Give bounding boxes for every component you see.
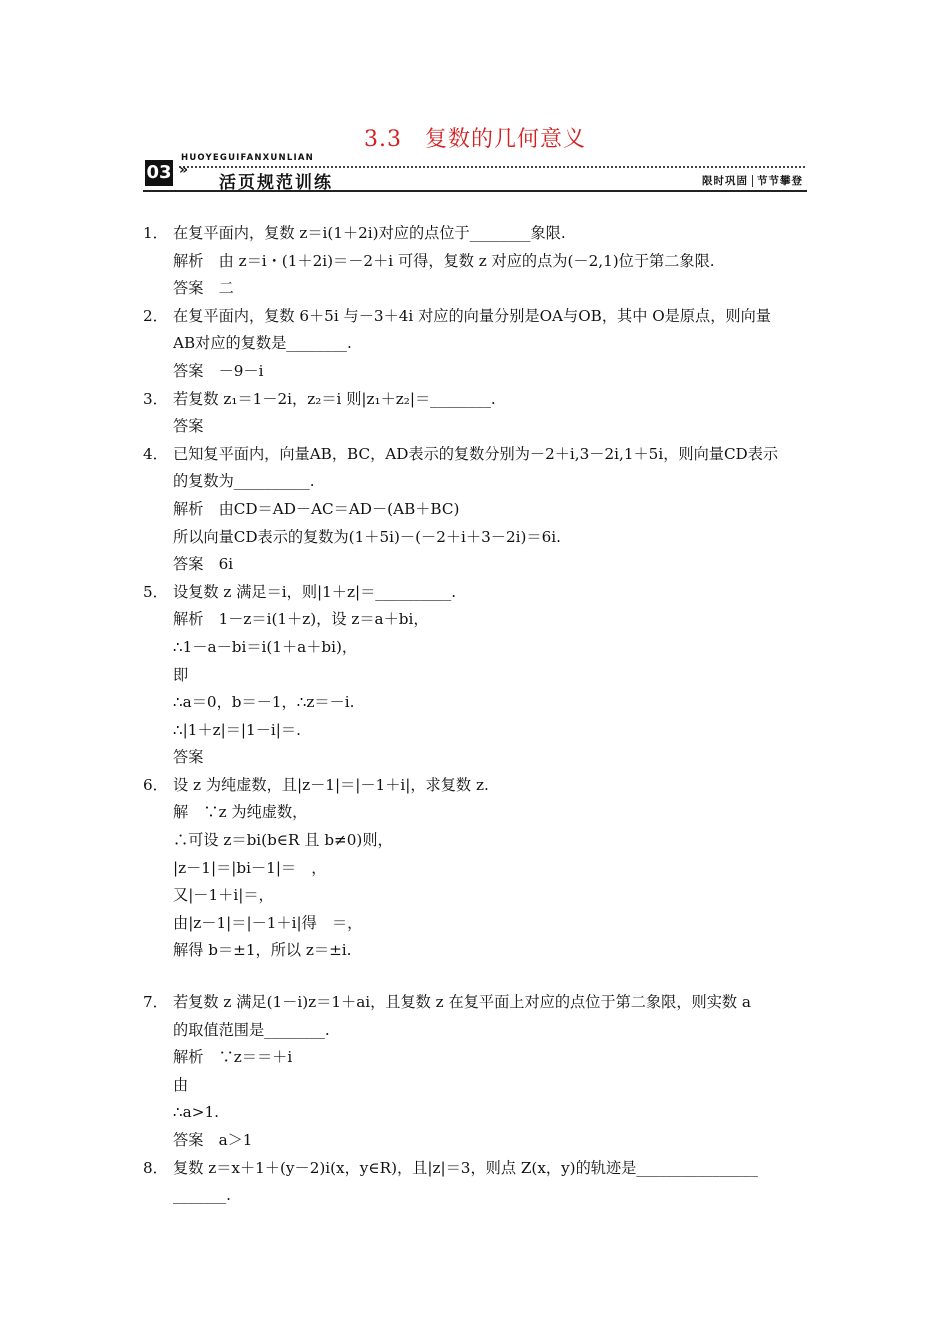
text-line xyxy=(143,468,808,496)
text-line xyxy=(143,910,808,938)
line-text: 由|z－1|＝|－1＋i|得 ＝， xyxy=(173,913,363,932)
line-text: 解析 1－z＝i(1＋z)，设 z＝a＋bi， xyxy=(173,610,429,629)
section-banner xyxy=(143,153,807,193)
line-text: 答案 xyxy=(173,417,204,436)
line-text: 答案 －9－i xyxy=(173,361,264,380)
text-line xyxy=(143,662,808,690)
text-line xyxy=(143,579,808,607)
double-chevron-icon: » xyxy=(179,162,189,178)
text-line xyxy=(143,717,808,745)
question-number: 6． xyxy=(143,775,168,794)
banner-tag-left: 限时巩固 xyxy=(702,175,748,187)
line-text: 即 xyxy=(173,665,189,684)
text-line xyxy=(143,882,808,910)
question-number: 5． xyxy=(143,582,168,601)
question-number: 1． xyxy=(143,224,168,242)
text-line xyxy=(143,855,808,883)
line-text: 在复平面内，复数 6＋5i 与－3＋4i 对应的向量分别是OA与OB，其中 O是原点，则向量 xyxy=(173,306,771,325)
question-number: 2． xyxy=(143,306,168,325)
line-text: 解 ∵z 为纯虚数， xyxy=(173,803,308,822)
banner-rule xyxy=(143,190,807,192)
question-number: 3． xyxy=(143,389,168,408)
text-line xyxy=(143,248,808,276)
exercise-body xyxy=(143,220,808,1210)
text-line xyxy=(143,772,808,800)
text-line xyxy=(143,275,808,303)
text-line xyxy=(143,606,808,634)
text-line xyxy=(143,799,808,827)
line-text: ∴1－a－bi＝i(1＋a＋bi)， xyxy=(173,637,358,656)
line-text: AB对应的复数是________. xyxy=(173,334,352,353)
line-text: _______. xyxy=(173,1186,231,1205)
text-line xyxy=(143,827,808,855)
line-text: 解析 由CD＝AD－AC＝AD－(AB＋BC) xyxy=(173,499,460,518)
text-line xyxy=(143,1017,808,1045)
text-line xyxy=(143,496,808,524)
text-line xyxy=(143,441,808,469)
line-text: 的取值范围是________. xyxy=(173,1020,330,1039)
text-line xyxy=(143,1044,808,1072)
text-line xyxy=(143,1072,808,1100)
line-text: ∴a＝0，b＝－1，∴z＝－i. xyxy=(173,693,355,712)
text-line xyxy=(143,303,808,331)
text-line xyxy=(143,358,808,386)
text-line xyxy=(143,744,808,772)
banner-tag xyxy=(702,173,803,188)
line-text: 的复数为__________. xyxy=(173,472,315,491)
text-line xyxy=(143,937,808,965)
line-text: 设复数 z 满足＝i，则|1＋z|＝__________. xyxy=(173,582,457,601)
text-line xyxy=(143,551,808,579)
text-line xyxy=(143,524,808,552)
text-line xyxy=(143,1127,808,1155)
text-line xyxy=(143,1099,808,1127)
banner-tag-right: 节节攀登 xyxy=(757,175,803,187)
line-text: 由 xyxy=(173,1075,189,1094)
line-text: |z－1|＝|bi－1|＝ ， xyxy=(173,858,327,877)
line-text: 答案 a＞1 xyxy=(173,1131,253,1149)
line-text: 若复数 z 满足(1－i)z＝1＋ai，且复数 z 在复平面上对应的点位于第二象限，则实数 a xyxy=(173,993,751,1012)
section-title: 活页规范训练 xyxy=(219,173,333,193)
question-number: 8． xyxy=(143,1158,168,1177)
line-text: 复数 z＝x＋1＋(y－2)i(x，y∈R)，且|z|＝3，则点 Z(x，y)的轨迹是________________ xyxy=(173,1158,758,1177)
line-text: 又|－1＋i|＝， xyxy=(173,886,274,905)
line-text: ∴a>1. xyxy=(173,1103,219,1122)
text-line xyxy=(143,989,808,1017)
line-text: 设 z 为纯虚数，且|z－1|＝|－1＋i|，求复数 z. xyxy=(173,775,489,794)
line-text: ∴|1＋z|＝|1－i|＝. xyxy=(173,720,301,739)
line-text: 若复数 z₁＝1－2i，z₂＝i 则|z₁＋z₂|＝________. xyxy=(173,389,496,408)
question-number: 7． xyxy=(143,993,168,1012)
text-line xyxy=(143,220,808,248)
text-line xyxy=(143,330,808,358)
line-text: 在复平面内，复数 z＝i(1＋2i)对应的点位于________象限. xyxy=(173,224,566,242)
text-line xyxy=(143,634,808,662)
text-line xyxy=(143,689,808,717)
line-text: 答案 xyxy=(173,748,204,767)
line-text: 解析 ∵z＝＝＋i xyxy=(173,1048,293,1067)
line-text: ∴可设 z＝bi(b∈R 且 b≠0)则， xyxy=(173,831,393,850)
text-line xyxy=(143,386,808,414)
line-text: 解析 由 z＝i・(1＋2i)＝－2＋i 可得，复数 z 对应的点为(－2,1)位于第二象限. xyxy=(173,251,715,270)
question-number: 4． xyxy=(143,444,168,463)
section-gap xyxy=(143,965,808,989)
line-text: 所以向量CD表示的复数为(1＋5i)－(－2＋i＋3－2i)＝6i. xyxy=(173,527,561,546)
line-text: 解得 b＝±1，所以 z＝±i. xyxy=(173,941,352,960)
text-line xyxy=(143,1182,808,1210)
text-line xyxy=(143,1155,808,1183)
line-text: 已知复平面内，向量AB，BC，AD表示的复数分别为－2＋i,3－2i,1＋5i，则向量CD表示 xyxy=(173,444,779,463)
section-number-badge: 03 xyxy=(145,160,173,186)
line-text: 答案 二 xyxy=(173,279,234,298)
page-title: 3.3 复数的几何意义 xyxy=(364,127,586,152)
line-text: 答案 6i xyxy=(173,555,234,574)
text-line xyxy=(143,413,808,441)
banner-pinyin: HUOYEGUIFANXUNLIAN xyxy=(181,153,314,163)
